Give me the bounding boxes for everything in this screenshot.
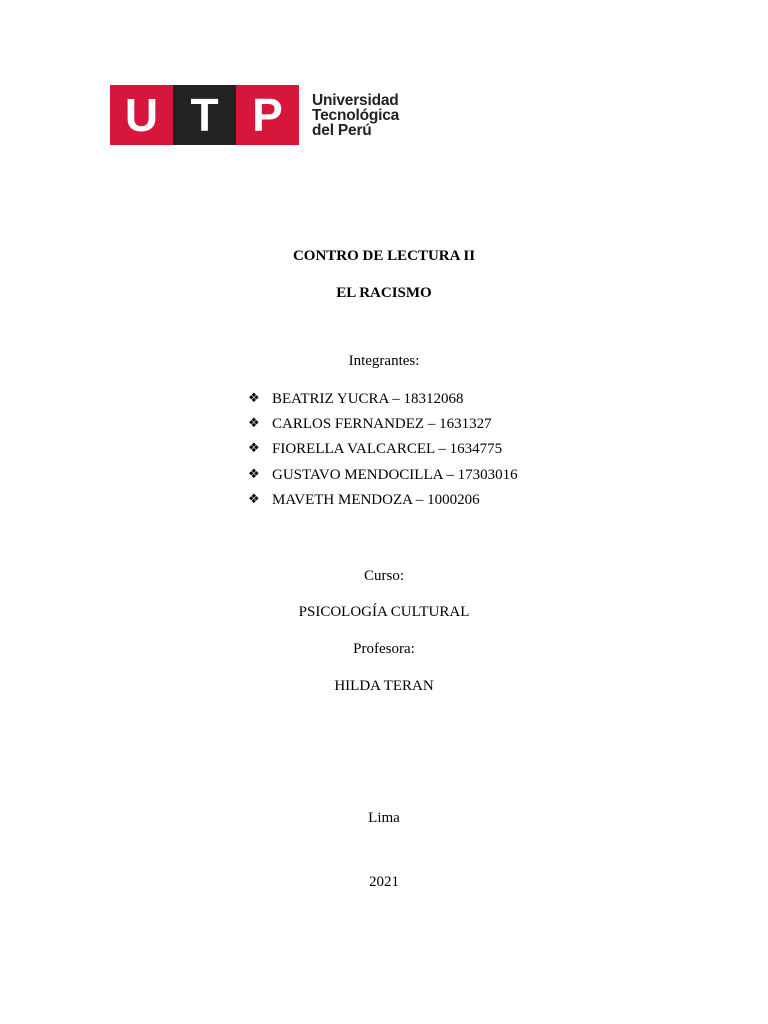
document-title: CONTRO DE LECTURA II bbox=[292, 248, 476, 264]
teacher-label: Profesora: bbox=[353, 641, 415, 657]
diamond-bullet-icon: ❖ bbox=[248, 491, 260, 507]
member-name: FIORELLA VALCARCEL – 1634775 bbox=[272, 441, 503, 458]
diamond-bullet-icon: ❖ bbox=[248, 441, 260, 457]
list-item bbox=[248, 491, 518, 516]
course-name: PSICOLOGÍA CULTURAL bbox=[298, 604, 470, 620]
member-name: MAVETH MENDOZA – 1000206 bbox=[272, 491, 480, 508]
members-label: Integrantes: bbox=[348, 353, 420, 369]
logo-line-3: del Perú bbox=[312, 121, 372, 139]
diamond-bullet-icon: ❖ bbox=[248, 416, 260, 432]
members-list bbox=[248, 390, 518, 516]
logo-letter-u: U bbox=[110, 85, 173, 145]
logo-line-1: Universidad bbox=[312, 91, 399, 109]
list-item bbox=[248, 390, 518, 415]
teacher-name: HILDA TERAN bbox=[334, 678, 434, 694]
year: 2021 bbox=[369, 874, 399, 890]
course-label: Curso: bbox=[363, 568, 404, 584]
diamond-bullet-icon: ❖ bbox=[248, 466, 260, 482]
document-subtitle: EL RACISMO bbox=[336, 285, 432, 301]
diamond-bullet-icon: ❖ bbox=[248, 391, 260, 406]
logo-letter-t: T bbox=[173, 85, 236, 145]
list-item bbox=[248, 415, 518, 440]
city: Lima bbox=[368, 810, 400, 826]
list-item bbox=[248, 440, 518, 465]
logo-line-2: Tecnológica bbox=[312, 106, 400, 124]
member-name: GUSTAVO MENDOCILLA – 17303016 bbox=[272, 466, 518, 483]
member-name: CARLOS FERNANDEZ – 1631327 bbox=[272, 416, 492, 433]
utp-logo bbox=[110, 85, 399, 145]
list-item bbox=[248, 466, 518, 491]
logo-wordmark bbox=[312, 93, 399, 138]
logo-letter-p: P bbox=[236, 85, 299, 145]
member-name: BEATRIZ YUCRA – 18312068 bbox=[272, 391, 464, 407]
